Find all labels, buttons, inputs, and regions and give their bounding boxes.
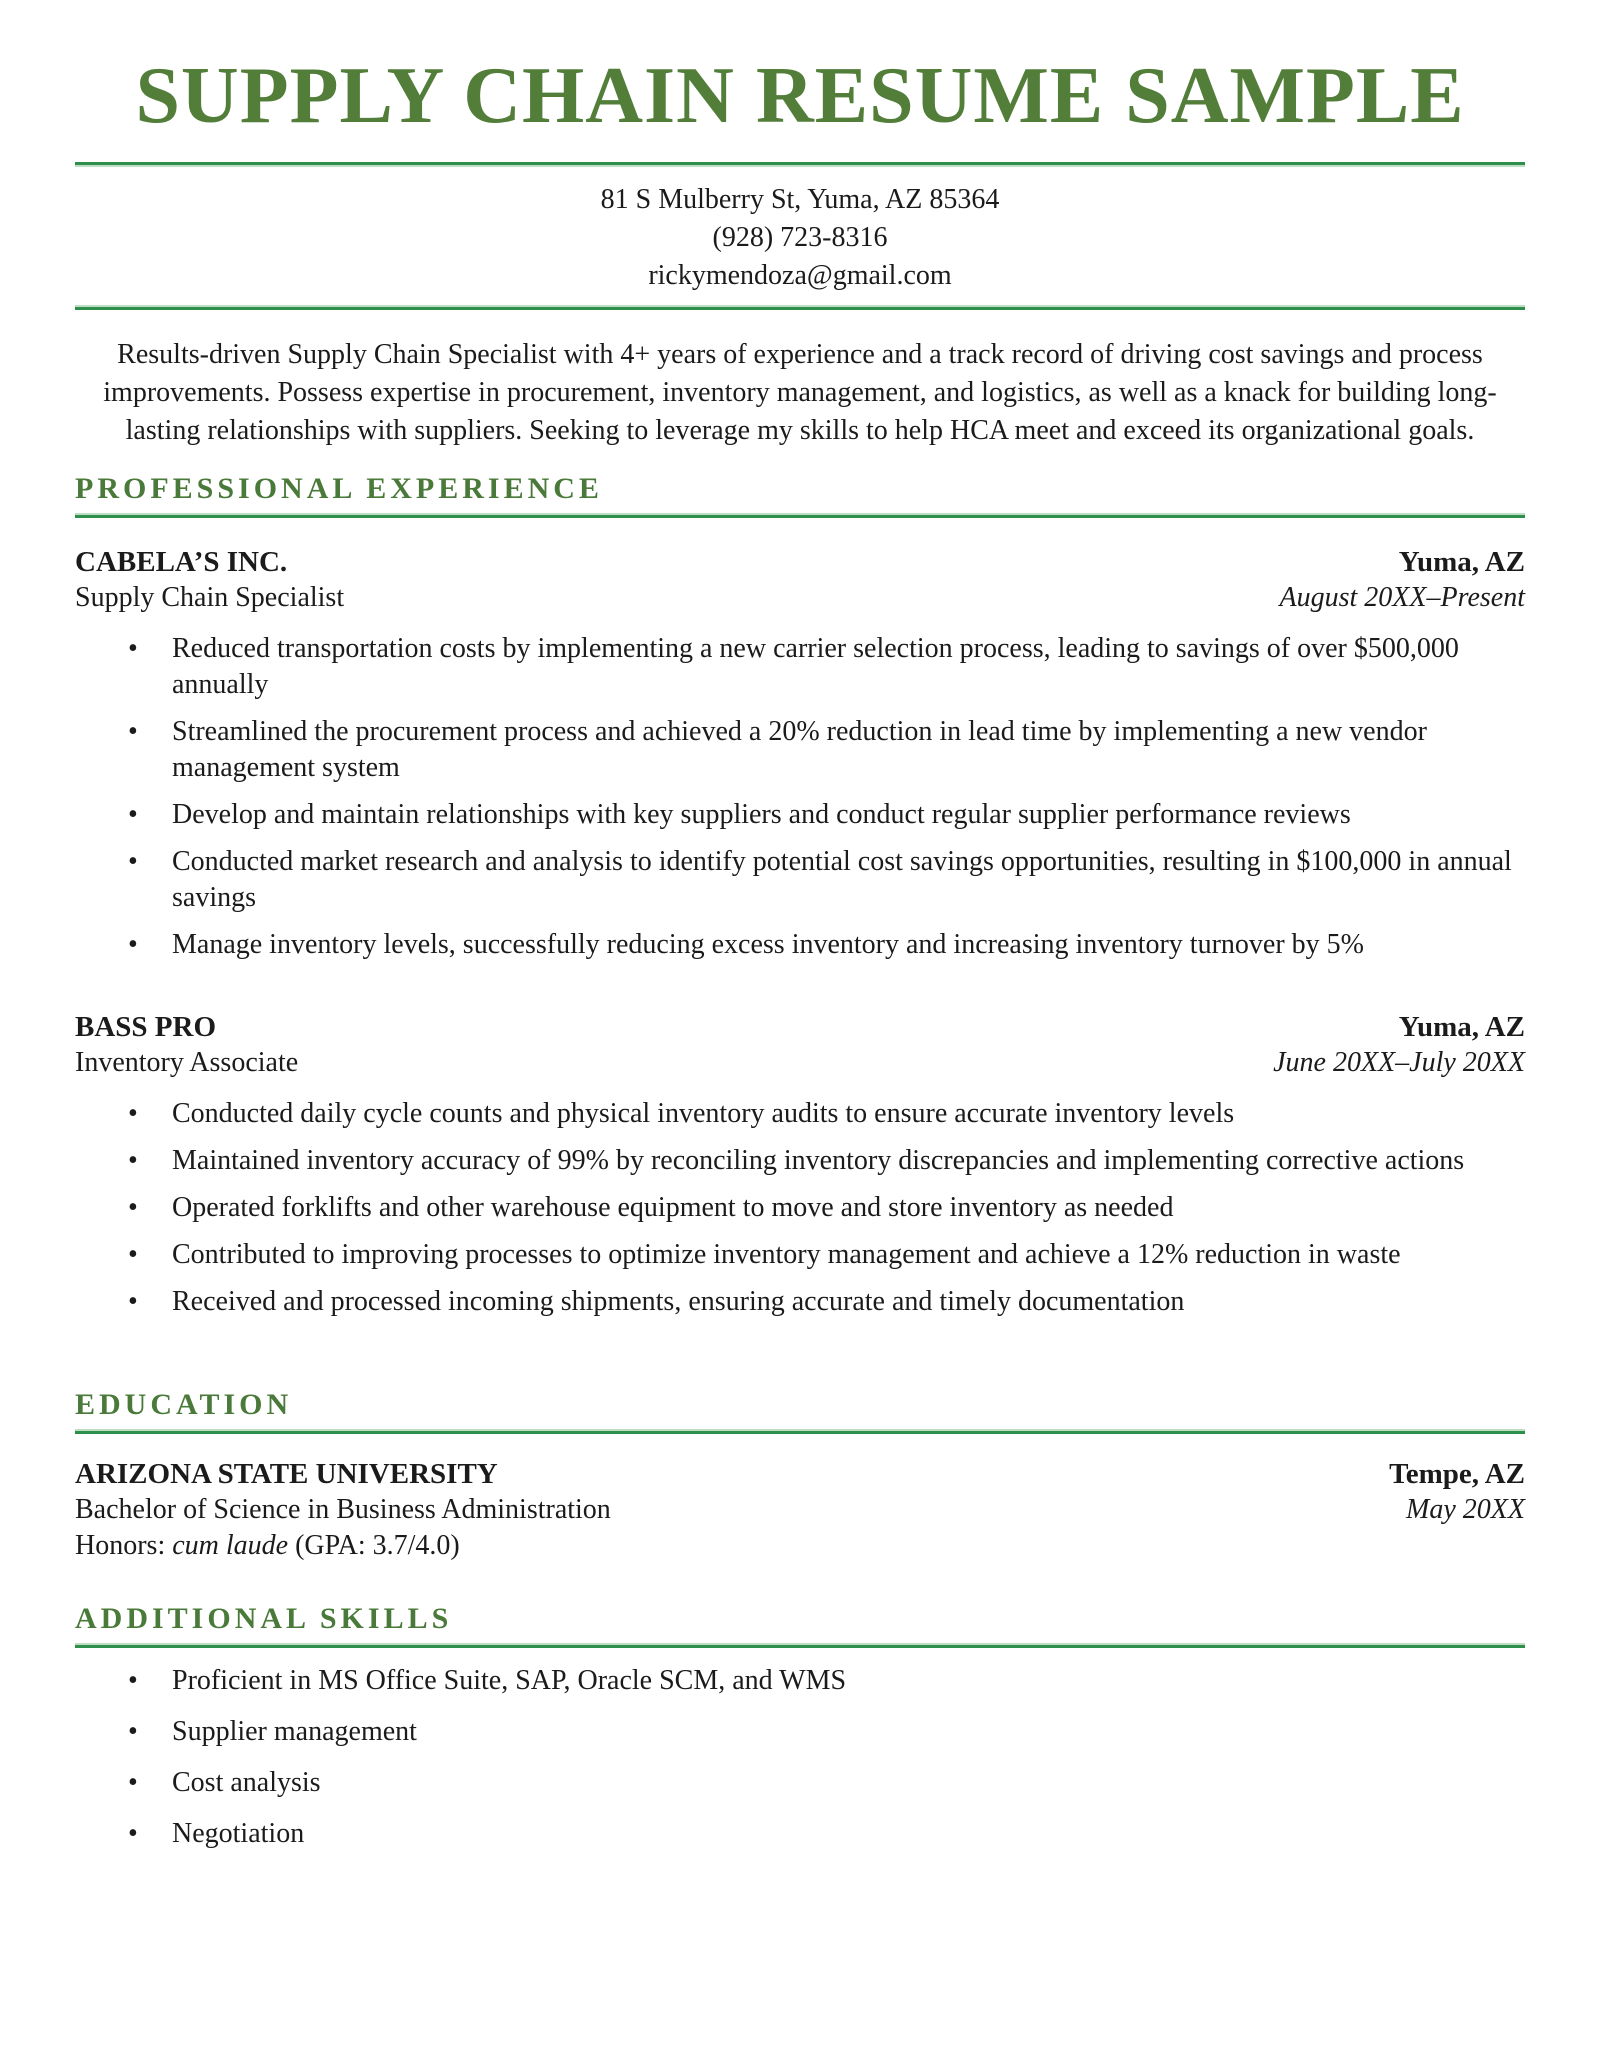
school-location: Tempe, AZ: [1389, 1458, 1525, 1490]
bullet-item: • Maintained inventory accuracy of 99% by reconciling inventory discrepancies and implementing corrective actions: [128, 1143, 1525, 1179]
phone-line: (928) 723-8316: [712, 222, 888, 253]
job-entry: [75, 544, 1525, 963]
contact-block: [75, 181, 1525, 295]
address-line: 81 S Mulberry St, Yuma, AZ 85364: [600, 184, 1000, 215]
job-subheader-row: [75, 580, 1525, 616]
job-header-row: [75, 1009, 1525, 1045]
skill-item: • Supplier management: [128, 1714, 1525, 1750]
school-name: ARIZONA STATE UNIVERSITY: [75, 1458, 498, 1490]
title-divider: [75, 162, 1525, 167]
bullet-item: • Develop and maintain relationships with key suppliers and conduct regular supplier performance reviews: [128, 797, 1525, 833]
experience-heading: PROFESSIONAL EXPERIENCE: [75, 472, 603, 505]
bullet-item: • Contributed to improving processes to optimize inventory management and achieve a 12% reduction in waste: [128, 1237, 1525, 1273]
education-subheader-row: [75, 1492, 1525, 1528]
skill-item: • Negotiation: [128, 1816, 1525, 1852]
section-experience: [75, 472, 1525, 1320]
bullet-item: • Conducted daily cycle counts and physical inventory audits to ensure accurate inventory levels: [128, 1096, 1525, 1132]
graduation-date: May 20XX: [1406, 1494, 1525, 1525]
job-title: Inventory Associate: [75, 1047, 299, 1078]
summary-paragraph: Results-driven Supply Chain Specialist with 4+ years of experience and a track record of driving cost savings and process improvements. Possess expertise in procurement, inventory management, and logistics, as well as a knack for building long-lasting relationships with suppliers. Seeking to leverage my skills to help HCA meet and exceed its organizational goals.: [103, 339, 1497, 446]
job-bullet-list: [75, 1096, 1525, 1320]
bullet-item: • Reduced transportation costs by implementing a new carrier selection process, leading to savings of over $500,000 annually: [128, 631, 1525, 703]
company-name: CABELA’S INC.: [75, 546, 288, 578]
honors-label: Honors:: [75, 1530, 173, 1561]
job-dates: August 20XX–Present: [1279, 582, 1525, 613]
skills-heading-divider: [75, 1643, 1525, 1648]
skills-heading: ADDITIONAL SKILLS: [75, 1602, 453, 1635]
skill-item: • Cost analysis: [128, 1765, 1525, 1801]
contact-divider: [75, 305, 1525, 310]
bullet-item: • Manage inventory levels, successfully reducing excess inventory and increasing inventory turnover by 5%: [128, 927, 1525, 963]
job-title: Supply Chain Specialist: [75, 582, 345, 613]
bullet-item: • Streamlined the procurement process and achieved a 20% reduction in lead time by implementing a new vendor management system: [128, 714, 1525, 786]
job-entry: [75, 1009, 1525, 1320]
education-heading-divider: [75, 1429, 1525, 1434]
job-dates: June 20XX–July 20XX: [1273, 1047, 1525, 1078]
job-location: Yuma, AZ: [1398, 1011, 1525, 1043]
job-subheader-row: [75, 1045, 1525, 1081]
honors-distinction: cum laude: [172, 1530, 289, 1561]
skills-bullet-list: [75, 1663, 1525, 1852]
job-location: Yuma, AZ: [1398, 546, 1525, 578]
job-header-row: [75, 544, 1525, 580]
education-entry: [75, 1456, 1525, 1564]
degree: Bachelor of Science in Business Administration: [75, 1494, 611, 1525]
job-bullet-list: [75, 631, 1525, 963]
section-skills: [75, 1602, 1525, 1852]
page-title: SUPPLY CHAIN RESUME SAMPLE: [135, 52, 1465, 140]
company-name: BASS PRO: [75, 1011, 217, 1043]
email-line: rickymendoza@gmail.com: [648, 260, 952, 291]
section-education: [75, 1388, 1525, 1564]
honors-line: [75, 1528, 1525, 1564]
honors-gpa: (GPA: 3.7/4.0): [288, 1530, 460, 1561]
skill-item: • Proficient in MS Office Suite, SAP, Oracle SCM, and WMS: [128, 1663, 1525, 1699]
experience-heading-divider: [75, 513, 1525, 518]
education-header-row: [75, 1456, 1525, 1492]
bullet-item: • Received and processed incoming shipments, ensuring accurate and timely documentation: [128, 1284, 1525, 1320]
bullet-item: • Operated forklifts and other warehouse equipment to move and store inventory as needed: [128, 1190, 1525, 1226]
bullet-item: • Conducted market research and analysis to identify potential cost savings opportunities, resulting in $100,000 in annual savings: [128, 844, 1525, 916]
education-heading: EDUCATION: [75, 1388, 293, 1421]
